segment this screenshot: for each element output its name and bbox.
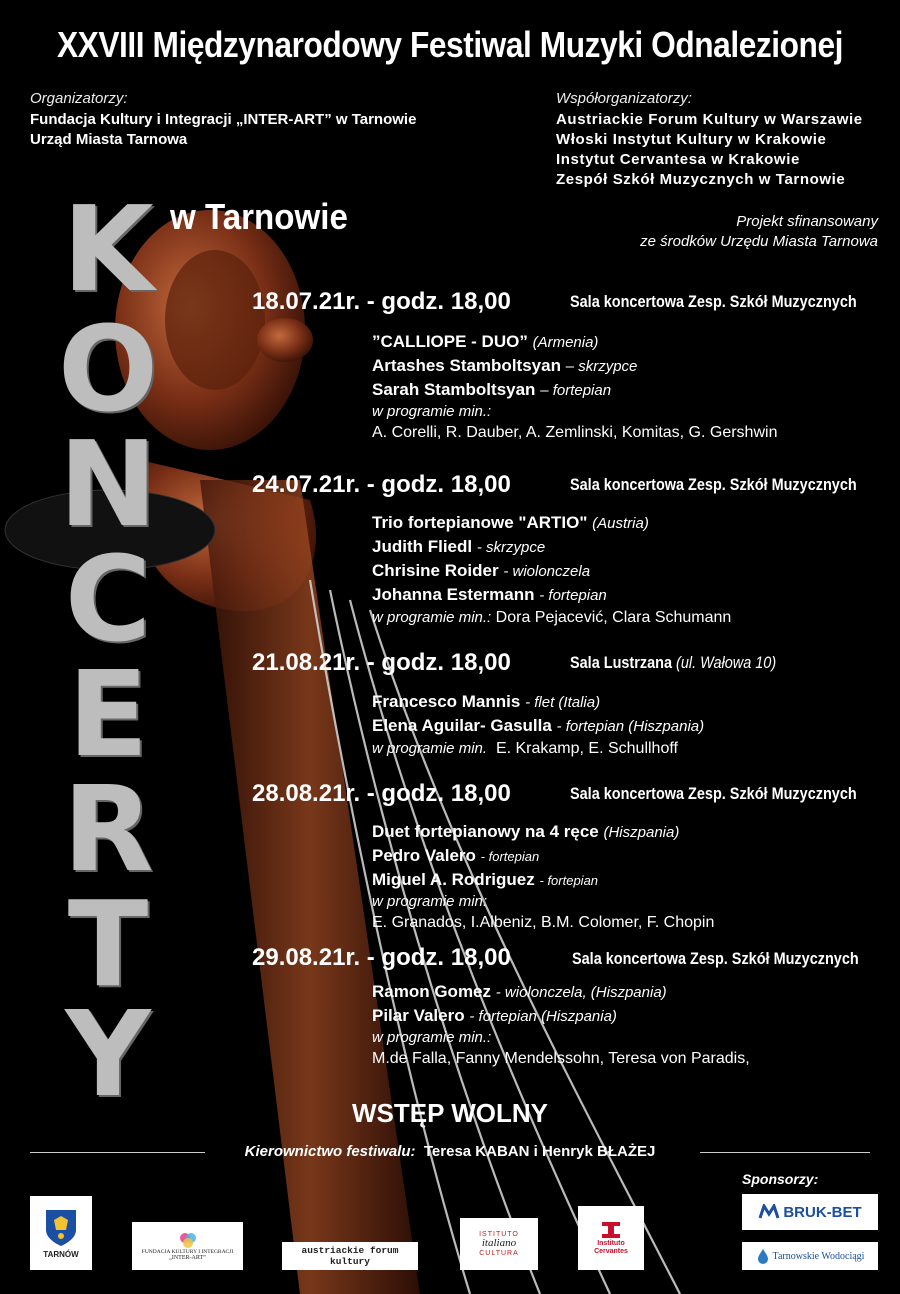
event-2-program-label: w programie min.: (372, 609, 492, 626)
event-5-venue-name: Sala koncertowa Zesp. Szkół Muzycznych (572, 949, 859, 968)
cervantes-emblem-icon (600, 1220, 622, 1240)
event-1-performer-2 (372, 354, 777, 378)
event-3-performer-2 (372, 714, 704, 738)
event-3-venue-note: (ul. Wałowa 10) (676, 653, 777, 672)
tarnow-crest-icon (44, 1208, 78, 1248)
interart-flower-icon (178, 1231, 198, 1249)
tarnow-logo (30, 1196, 92, 1270)
performer-role: (Armenia) (532, 334, 599, 351)
performer-role: – fortepian (540, 382, 612, 399)
performer-name: Francesco Mannis (372, 692, 521, 711)
admission-text: WSTĘP WOLNY (352, 1098, 548, 1128)
coorganizers (556, 90, 863, 190)
austrian-forum-logo-text: austriackie forum kultury (301, 1245, 399, 1267)
big-letter-y: Y (65, 985, 151, 1123)
event-4-venue (570, 784, 857, 804)
event-5-venue (572, 949, 859, 969)
event-2-venue (570, 475, 857, 495)
coorganizer-2: Włoski Instytut Kultury w Krakowie (556, 131, 827, 148)
performer-role: - fortepian (Hiszpania) (469, 1008, 617, 1025)
event-5-program: M.de Falla, Fanny Mendelssohn, Teresa von Paradis, (372, 1050, 750, 1067)
project-note (640, 212, 878, 252)
organizers-label: Organizatorzy: (30, 90, 128, 107)
performer-role: - fortepian (539, 587, 607, 604)
coorganizer-4: Zespół Szkół Muzycznych w Tarnowie (556, 171, 846, 188)
coorganizers-label: Współorganizatorzy: (556, 90, 692, 107)
performer-name: Pedro Valero (372, 846, 476, 865)
coorganizer-3: Instytut Cervantesa w Krakowie (556, 151, 800, 168)
big-letter-n: N (58, 415, 158, 553)
festival-direction (0, 1143, 900, 1160)
event-2-venue-name: Sala koncertowa Zesp. Szkół Muzycznych (570, 475, 857, 494)
event-1-date: 18.07.21r. - godz. 18,00 (252, 288, 511, 315)
performer-name: Pilar Valero (372, 1006, 465, 1025)
event-5-date: 29.08.21r. - godz. 18,00 (252, 944, 511, 971)
event-1-venue-name: Sala koncertowa Zesp. Szkół Muzycznych (570, 292, 857, 311)
performer-name: Elena Aguilar- Gasulla (372, 716, 552, 735)
performer-name: Sarah Stamboltsyan (372, 380, 536, 399)
performer-name: Johanna Estermann (372, 585, 535, 604)
wodociagi-logo-text: Tarnowskie Wodociągi (772, 1250, 865, 1262)
event-4-performer-1 (372, 820, 714, 844)
cello-peg (257, 318, 313, 362)
event-2-date: 24.07.21r. - godz. 18,00 (252, 471, 511, 498)
event-1-performer-1 (372, 330, 777, 354)
performer-name: Miguel A. Rodriguez (372, 870, 535, 889)
performer-role: - fortepian (480, 849, 540, 864)
big-letter-c: C (64, 530, 152, 668)
performer-name: Trio fortepianowe "ARTIO" (372, 513, 588, 532)
event-3-date: 21.08.21r. - godz. 18,00 (252, 649, 511, 676)
event-3-program-label: w programie min. (372, 740, 488, 757)
performer-name: Ramon Gomez (372, 982, 492, 1001)
big-letter-o: O (57, 300, 159, 438)
event-4-date: 28.08.21r. - godz. 18,00 (252, 780, 511, 807)
interart-logo-line-2: „INTER-ART” (169, 1255, 206, 1261)
event-4-program-label: w programie min: (372, 893, 488, 910)
performer-role: - fortepian (539, 873, 599, 888)
performer-role: - wiolonczela (503, 563, 591, 580)
performer-name: Duet fortepianowy na 4 ręce (372, 822, 599, 841)
event-2-details (372, 511, 731, 629)
performer-role: - fortepian (Hiszpania) (556, 718, 705, 735)
project-note-line-1: Projekt sfinansowany (736, 213, 878, 230)
event-4-venue-name: Sala koncertowa Zesp. Szkół Muzycznych (570, 784, 857, 803)
performer-name: ”CALLIOPE - DUO” (372, 332, 528, 351)
interart-logo-line-1: FUNDACJA KULTURY I INTEGRACJI (141, 1249, 234, 1255)
event-3-venue (570, 653, 776, 673)
direction-label: Kierownictwo festiwalu: (244, 1143, 416, 1160)
performer-name: Chrisine Roider (372, 561, 499, 580)
sponsors-label: Sponsorzy: (742, 1171, 819, 1187)
event-1-venue (570, 292, 857, 312)
event-3-venue-name: Sala Lustrzana (570, 653, 672, 672)
big-letter-e: E (67, 645, 149, 783)
italian-logo-line-3: CULTURA (479, 1249, 519, 1257)
event-1-program: A. Corelli, R. Dauber, A. Zemlinski, Komitas, G. Gershwin (372, 424, 778, 441)
bruk-bet-logo (742, 1194, 878, 1230)
place-title: w Tarnowie (170, 196, 348, 237)
event-2-program: Dora Pejacević, Clara Schumann (495, 609, 732, 626)
wodociagi-logo (742, 1242, 878, 1270)
performer-name: Artashes Stamboltsyan (372, 356, 561, 375)
event-3-performer-1 (372, 690, 704, 714)
event-2-program-line (372, 607, 731, 629)
organizer-1: Fundacja Kultury i Integracji „INTER-ART” w Tarnowie (30, 111, 417, 128)
event-2-performer-4 (372, 583, 731, 607)
organizer-2: Urząd Miasta Tarnowa (30, 131, 188, 148)
italian-institute-logo (460, 1218, 538, 1270)
event-3-details (372, 690, 704, 760)
italian-logo-line-2: italiano (481, 1237, 517, 1250)
performer-role: (Hiszpania) (603, 824, 680, 841)
event-5-program-label: w programie min.: (372, 1029, 492, 1046)
cervantes-logo-line-2: Cervantes (594, 1248, 628, 1255)
event-4-program: E. Granados, I.Albeniz, B.M. Colomer, F. Chopin (372, 914, 715, 931)
direction-names: Teresa KABAN i Henryk BŁAŻEJ (423, 1143, 656, 1160)
event-2-performer-2 (372, 535, 731, 559)
festival-title: XXVIII Międzynarodowy Festiwal Muzyki Odnalezionej (56, 24, 844, 65)
tarnow-logo-text: TARNÓW (43, 1249, 79, 1259)
event-3-program: E. Krakamp, E. Schullhoff (495, 740, 678, 757)
big-letter-t: T (67, 875, 149, 1013)
event-1-details (372, 330, 777, 444)
event-2-performer-3 (372, 559, 731, 583)
event-5-performer-1 (372, 980, 750, 1004)
austrian-forum-logo (282, 1242, 418, 1270)
event-5-performer-2 (372, 1004, 750, 1028)
event-1-performer-3 (372, 378, 777, 402)
performer-name: Judith Fliedl (372, 537, 473, 556)
performer-role: - wiolonczela, (Hiszpania) (495, 984, 667, 1001)
event-5-details (372, 980, 750, 1070)
big-letter-k: K (62, 180, 154, 318)
event-4-performer-2 (372, 844, 714, 868)
event-4-details (372, 820, 714, 934)
event-1-program-label: w programie min.: (372, 403, 492, 420)
performer-role: - skrzypce (476, 539, 546, 556)
performer-role: - flet (Italia) (525, 694, 601, 711)
cervantes-logo-line-1: Instituto (597, 1240, 625, 1248)
bruk-bet-logo-text: BRUK-BET (783, 1203, 862, 1221)
project-note-line-2: ze środków Urzędu Miasta Tarnowa (640, 233, 878, 250)
bruk-bet-mark-icon (758, 1204, 780, 1220)
interart-logo (132, 1222, 243, 1270)
big-letter-r: R (62, 760, 154, 898)
water-drop-icon (756, 1248, 770, 1264)
coorganizer-1: Austriackie Forum Kultury w Warszawie (556, 111, 863, 128)
cello-scroll-inner (165, 250, 265, 390)
event-2-performer-1 (372, 511, 731, 535)
event-3-program-line (372, 738, 704, 760)
cervantes-logo (578, 1206, 644, 1270)
organizers (30, 90, 416, 150)
event-4-performer-3 (372, 868, 714, 892)
performer-role: (Austria) (592, 515, 649, 532)
performer-role: – skrzypce (565, 358, 638, 375)
italian-logo-line-1: ISTITUTO (479, 1230, 519, 1238)
